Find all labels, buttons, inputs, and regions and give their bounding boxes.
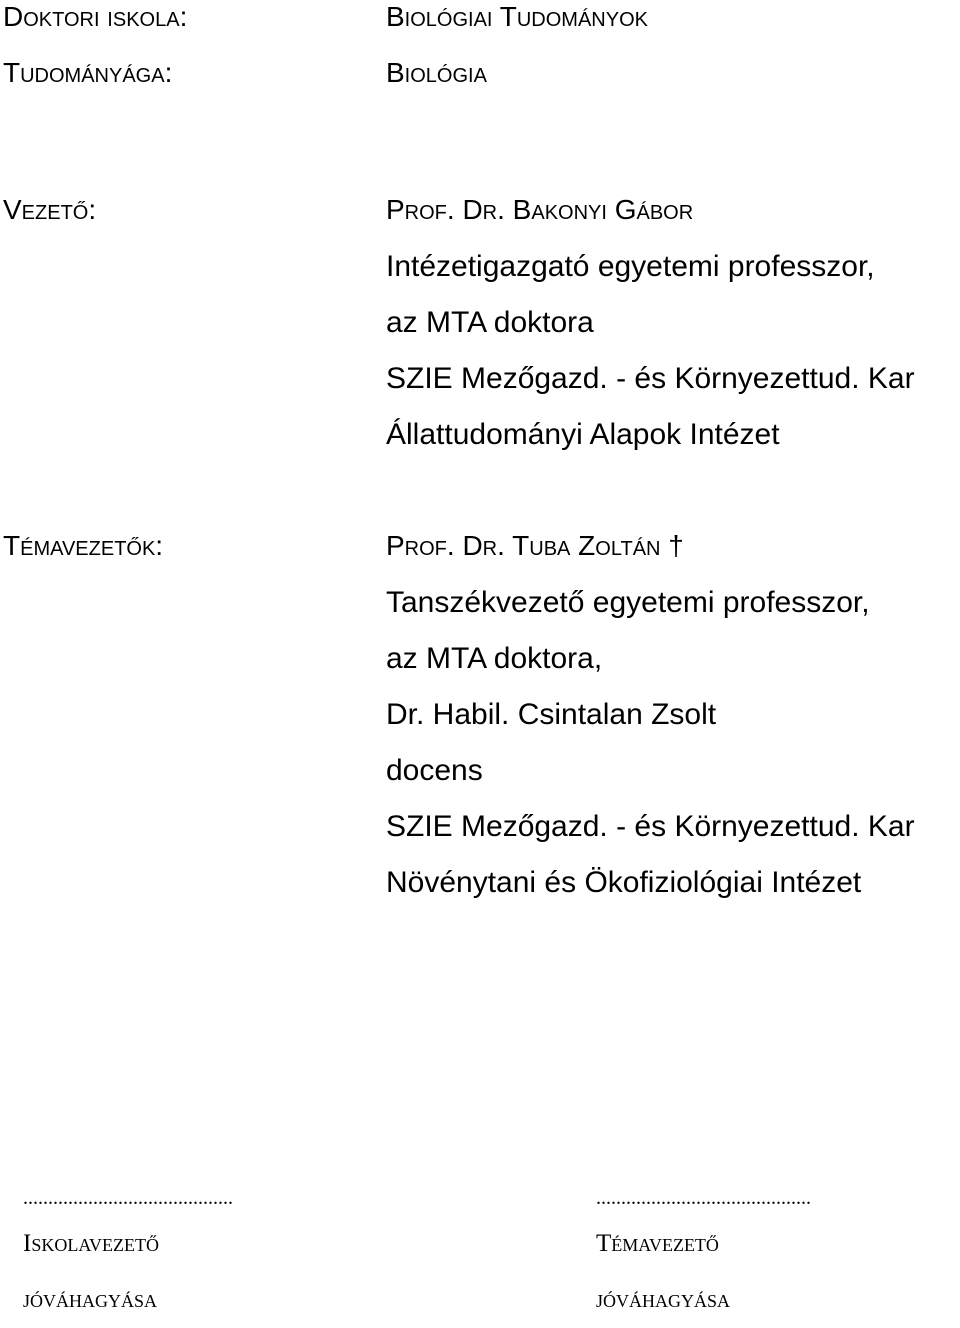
head-faculty-line: SZIE Mezőgazd. - és Környezettud. Kar: [386, 362, 915, 395]
supervisor-name: Prof. Dr. Tuba Zoltán †: [386, 530, 684, 561]
left-signature-label-2: jóváhagyása: [23, 1286, 158, 1313]
supervisor-institute-line: Növénytani és Ökofiziológiai Intézet: [386, 866, 862, 899]
discipline-value: Biológia: [386, 57, 487, 88]
head-name: Prof. Dr. Bakonyi Gábor: [386, 194, 694, 225]
head-institute-line: Állattudományi Alapok Intézet: [386, 418, 780, 451]
right-signature-block: [596, 1180, 811, 1328]
doctoral-school-value: Biológiai Tudományok: [386, 1, 648, 32]
discipline-label: Tudományága:: [3, 57, 173, 88]
supervisors-details: [386, 529, 915, 911]
head-title-line: Intézetigazgató egyetemi professzor,: [386, 250, 875, 283]
head-label: Vezető:: [3, 194, 97, 225]
head-details: [386, 193, 915, 463]
left-signature-line: ..........................................: [23, 1187, 233, 1209]
supervisor-degree-line: az MTA doktora,: [386, 642, 603, 675]
left-signature-label-1: Iskolavezető: [23, 1230, 159, 1257]
co-supervisor-name-line: Dr. Habil. Csintalan Zsolt: [386, 698, 717, 731]
supervisors-label: Témavezetők:: [3, 530, 164, 561]
supervisor-title-line: Tanszékvezető egyetemi professzor,: [386, 586, 870, 619]
co-supervisor-title-line: docens: [386, 754, 483, 787]
doctoral-school-label: Doktori iskola:: [3, 1, 188, 32]
supervisor-faculty-line: SZIE Mezőgazd. - és Környezettud. Kar: [386, 810, 915, 843]
left-signature-block: [23, 1180, 233, 1328]
right-signature-line: ...........................................: [596, 1187, 811, 1209]
right-signature-label-1: Témavezető: [596, 1230, 719, 1257]
right-signature-label-2: jóváhagyása: [596, 1286, 731, 1313]
head-degree-line: az MTA doktora: [386, 306, 594, 339]
